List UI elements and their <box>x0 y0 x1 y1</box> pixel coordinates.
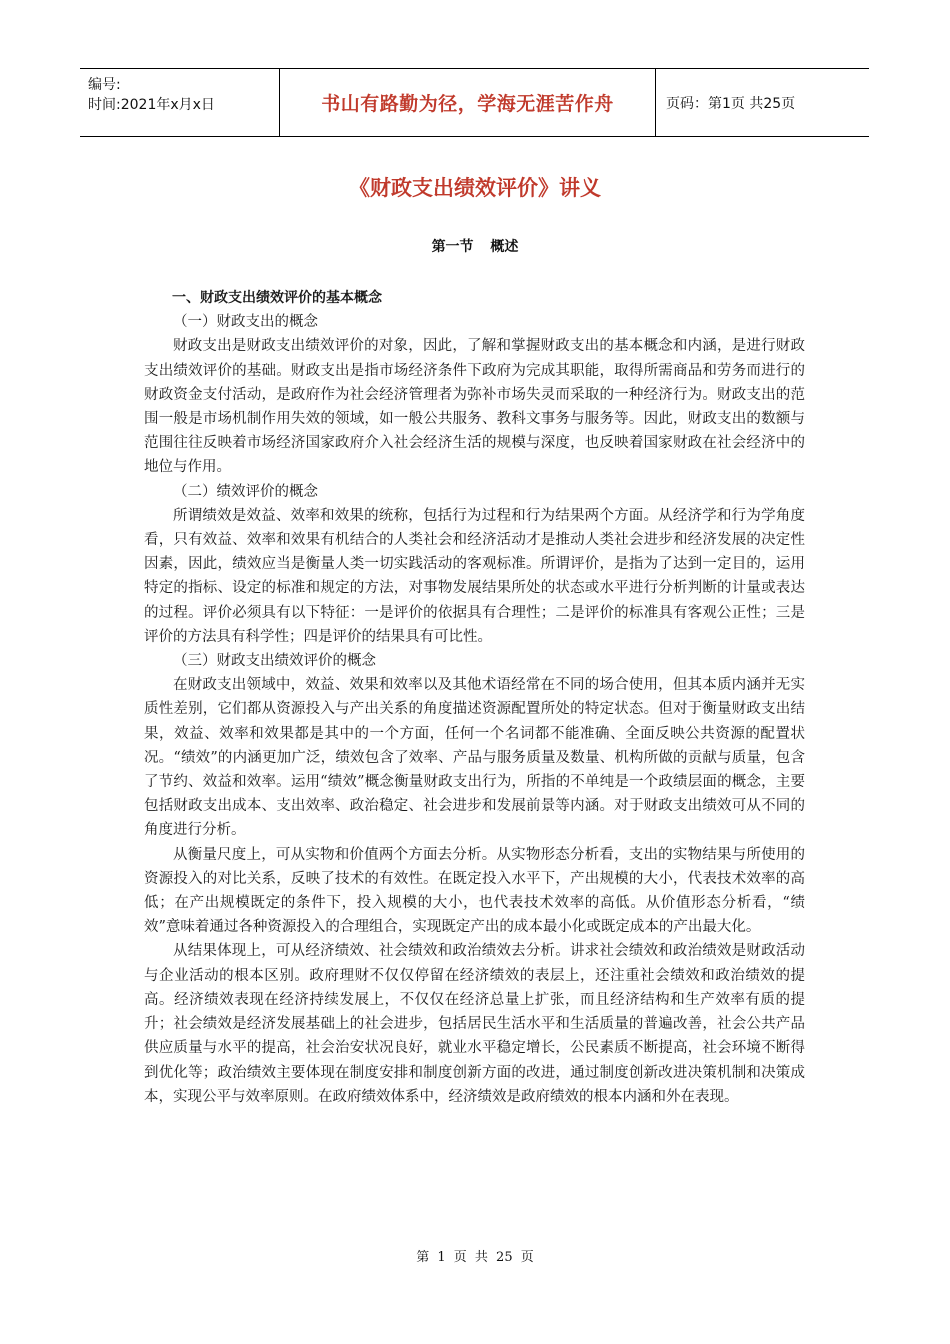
subheading-3: （三）财政支出绩效评价的概念 <box>173 653 376 670</box>
date-label: 时间:2021年x月x日 <box>88 97 215 113</box>
motto: 书山有路勤为径，学海无涯苦作舟 <box>280 69 656 136</box>
document-body <box>144 286 805 1109</box>
section-title: 第一节 概述 <box>431 239 519 255</box>
header-meta <box>80 69 280 136</box>
number-label: 编号: <box>88 77 121 93</box>
subheading-1: （一）财政支出的概念 <box>173 314 318 331</box>
paragraph-4: 从衡量尺度上，可从实物和价值两个方面去分析。从实物形态分析看，支出的实物结果与所使用的资源投入的对比关系，反映了技术的有效性。在既定投入水平下，产出规模的大小，代表技术效率的高低；在产出规模既定的条件下，投入规模的大小，也代表技术效率的高低。从价值形态分析看，“绩效”意味着通过各种资源投入的合理组合，实现既定产出的成本最小化或既定成本的产出最大化。 <box>144 846 805 936</box>
paragraph-1: 财政支出是财政支出绩效评价的对象，因此，了解和掌握财政支出的基本概念和内涵，是进行财政支出绩效评价的基础。财政支出是指市场经济条件下政府为完成其职能，取得所需商品和劳务而进行的财政资金支付活动，是政府作为社会经济管理者为弥补市场失灵而采取的一种经济行为。财政支出的范围一般是市场机制作用失效的领域，如一般公共服务、教科文事务与服务等。因此，财政支出的数额与范围往往反映着市场经济国家政府介入社会经济生活的规模与深度，也反映着国家财政在社会经济中的地位与作用。 <box>144 338 805 476</box>
paragraph-2: 所谓绩效是效益、效率和效果的统称，包括行为过程和行为结果两个方面。从经济学和行为学角度看，只有效益、效率和效果有机结合的人类社会和经济活动才是推动人类社会进步和经济发展的决定性因素，因此，绩效应当是衡量人类一切实践活动的客观标准。所谓评价，是指为了达到一定目的，运用特定的指标、设定的标准和规定的方法，对事物发展结果所处的状态或水平进行分析判断的计量或表达的过程。评价必须具有以下特征：一是评价的依据具有合理性；二是评价的标准具有客观公正性；三是评价的方法具有科学性；四是评价的结果具有可比性。 <box>144 507 805 645</box>
subheading-2: （二）绩效评价的概念 <box>173 483 318 500</box>
document-header <box>80 68 869 137</box>
page-info: 页码：第1页 共25页 <box>666 95 796 112</box>
document-title: 《财政支出绩效评价》讲义 <box>349 176 601 200</box>
page-footer: 第 1 页 共 25 页 <box>416 1250 534 1265</box>
paragraph-5: 从结果体现上，可从经济绩效、社会绩效和政治绩效去分析。讲求社会绩效和政治绩效是财政活动与企业活动的根本区别。政府理财不仅仅停留在经济绩效的表层上，还注重社会绩效和政治绩效的提高。经济绩效表现在经济持续发展上，不仅仅在经济总量上扩张，而且经济结构和生产效率有质的提升；社会绩效是经济发展基础上的社会进步，包括居民生活水平和生活质量的普遍改善，社会公共产品供应质量与水平的提高，社会治安状况良好，就业水平稳定增长，公民素质不断提高，社会环境不断得到优化等；政治绩效主要体现在制度安排和制度创新方面的改进，通过制度创新改进决策机制和决策成本，实现公平与效率原则。在政府绩效体系中，经济绩效是政府绩效的根本内涵和外在表现。 <box>144 943 805 1105</box>
heading-1: 一、财政支出绩效评价的基本概念 <box>172 290 382 306</box>
paragraph-3: 在财政支出领域中，效益、效果和效率以及其他术语经常在不同的场合使用，但其本质内涵并无实质性差别，它们都从资源投入与产出关系的角度描述资源配置所处的特定状态。但对于衡量财政支出结果，效益、效率和效果都是其中的一个方面，任何一个名词都不能准确、全面反映公共资源的配置状况。“绩效”的内涵更加广泛，绩效包含了效率、产品与服务质量及数量、机构所做的贡献与质量，包含了节约、效益和效率。运用“绩效”概念衡量财政支出行为，所指的不单纯是一个政绩层面的概念，主要包括财政支出成本、支出效率、政治稳定、社会进步和发展前景等内涵。对于财政支出绩效可从不同的角度进行分析。 <box>144 677 805 839</box>
